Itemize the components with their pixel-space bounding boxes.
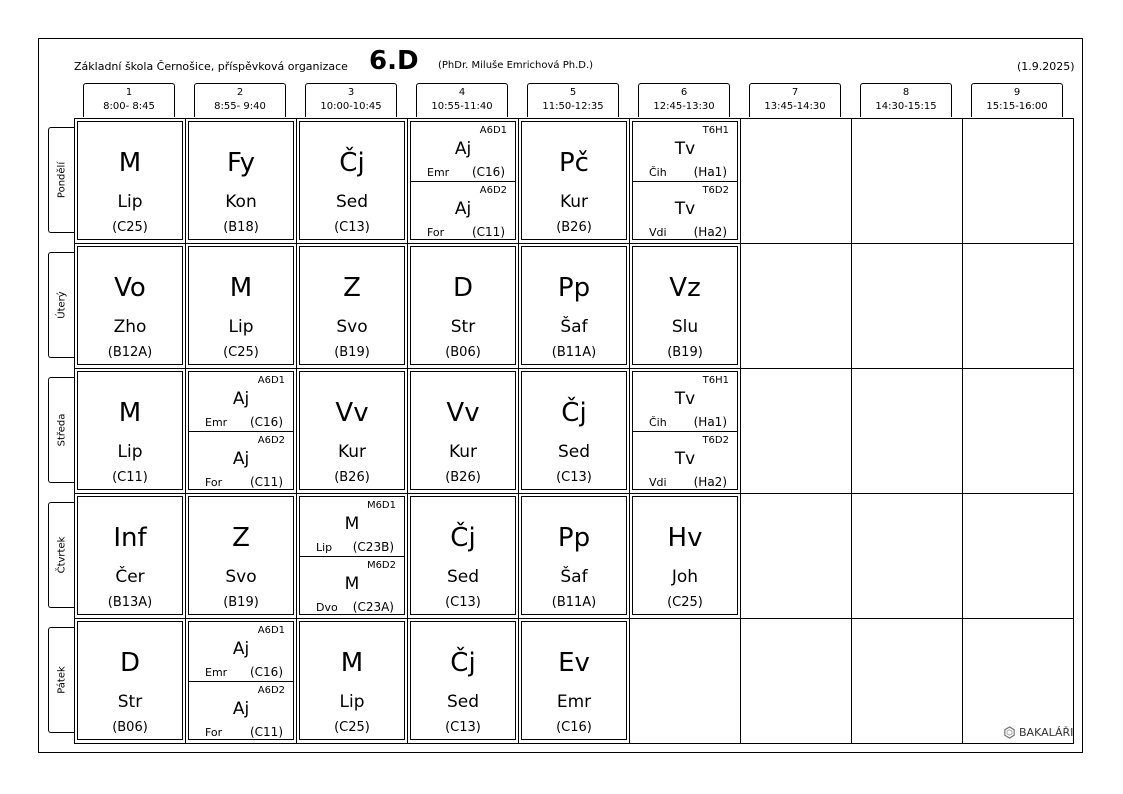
room: (B19) bbox=[667, 345, 703, 360]
lesson-thu-1 bbox=[77, 496, 183, 615]
room: (Ha2) bbox=[693, 225, 727, 239]
lesson-tue-5 bbox=[521, 246, 627, 365]
period-header-3 bbox=[305, 83, 397, 117]
lesson-tue-4 bbox=[410, 246, 516, 365]
group-lesson bbox=[189, 372, 293, 432]
room: (B06) bbox=[112, 720, 148, 735]
teacher: Kur bbox=[559, 192, 589, 212]
group-lesson bbox=[189, 622, 293, 682]
teacher: Emr bbox=[556, 692, 592, 712]
room: (B11A) bbox=[551, 345, 597, 360]
subject: Aj bbox=[454, 139, 472, 159]
room: (C11) bbox=[249, 475, 283, 489]
subject: Z bbox=[232, 523, 250, 553]
group-lesson bbox=[633, 182, 737, 241]
subject: Z bbox=[343, 273, 361, 303]
teacher: Dvo bbox=[316, 601, 338, 614]
group-code: A6D1 bbox=[479, 125, 507, 136]
lesson-mon-5 bbox=[521, 121, 627, 240]
subject: Fy bbox=[227, 148, 255, 178]
column-divider bbox=[740, 118, 741, 744]
day-name: Pondělí bbox=[56, 161, 67, 199]
teacher: Emr bbox=[427, 166, 450, 179]
day-name: Čtvrtek bbox=[56, 536, 67, 574]
class-teacher: (PhDr. Miluše Emrichová Ph.D.) bbox=[438, 60, 594, 71]
teacher: Kon bbox=[225, 192, 257, 212]
subject: Tv bbox=[674, 139, 696, 159]
teacher: Čih bbox=[649, 166, 667, 179]
room: (C16) bbox=[556, 720, 592, 735]
subject: Pč bbox=[559, 148, 589, 178]
subject: Vo bbox=[114, 273, 146, 303]
subject: Vv bbox=[446, 398, 480, 428]
teacher: Svo bbox=[225, 567, 257, 587]
lesson-tue-3 bbox=[299, 246, 405, 365]
teacher: Svo bbox=[336, 317, 368, 337]
column-divider bbox=[518, 118, 519, 744]
room: (C25) bbox=[223, 345, 259, 360]
row-divider bbox=[74, 368, 1074, 369]
teacher: Sed bbox=[557, 442, 591, 462]
teacher: Čer bbox=[115, 567, 145, 587]
group-lesson bbox=[300, 557, 404, 616]
group-code: A6D2 bbox=[479, 185, 507, 196]
teacher: Sed bbox=[446, 692, 480, 712]
subject: M bbox=[118, 148, 142, 178]
lesson-mon-4-split bbox=[410, 121, 516, 240]
lesson-thu-5 bbox=[521, 496, 627, 615]
group-lesson bbox=[411, 182, 515, 241]
room: (B12A) bbox=[107, 345, 153, 360]
timetable-date: (1.9.2025) bbox=[1017, 60, 1075, 73]
room: (Ha1) bbox=[693, 165, 727, 179]
group-lesson bbox=[300, 497, 404, 557]
subject: Aj bbox=[232, 699, 250, 719]
lesson-mon-3 bbox=[299, 121, 405, 240]
lesson-thu-2 bbox=[188, 496, 294, 615]
teacher: Emr bbox=[205, 416, 228, 429]
teacher: Slu bbox=[671, 317, 699, 337]
period-time: 12:45-13:30 bbox=[653, 101, 715, 112]
period-time: 13:45-14:30 bbox=[764, 101, 826, 112]
subject: Vz bbox=[669, 273, 701, 303]
teacher: Zho bbox=[113, 317, 147, 337]
group-lesson bbox=[189, 682, 293, 741]
lesson-fri-1 bbox=[77, 621, 183, 740]
room: (B06) bbox=[445, 345, 481, 360]
group-lesson bbox=[411, 122, 515, 182]
lesson-tue-2 bbox=[188, 246, 294, 365]
column-divider bbox=[629, 118, 630, 744]
subject: Aj bbox=[232, 449, 250, 469]
period-header-9 bbox=[971, 83, 1063, 117]
subject: Pp bbox=[557, 273, 591, 303]
room: (Ha2) bbox=[693, 475, 727, 489]
teacher: Vdi bbox=[649, 226, 667, 239]
bakalari-brand bbox=[1003, 726, 1073, 739]
period-time: 11:50-12:35 bbox=[542, 101, 604, 112]
teacher: Sed bbox=[446, 567, 480, 587]
day-label-wednesday bbox=[48, 377, 74, 483]
room: (C13) bbox=[334, 220, 370, 235]
lesson-tue-6 bbox=[632, 246, 738, 365]
room: (C11) bbox=[249, 725, 283, 739]
subject: Čj bbox=[450, 648, 476, 678]
subject: Hv bbox=[667, 523, 703, 553]
subject: Tv bbox=[674, 389, 696, 409]
group-code: T6H1 bbox=[702, 375, 729, 386]
period-header-6 bbox=[638, 83, 730, 117]
period-header-4 bbox=[416, 83, 508, 117]
teacher: Šaf bbox=[560, 567, 588, 587]
column-divider bbox=[962, 118, 963, 744]
period-header-7 bbox=[749, 83, 841, 117]
class-title: 6.D bbox=[369, 46, 419, 76]
teacher: Lip bbox=[228, 317, 254, 337]
lesson-thu-3-split bbox=[299, 496, 405, 615]
room: (C16) bbox=[249, 665, 283, 679]
group-code: A6D1 bbox=[257, 375, 285, 386]
period-header-2 bbox=[194, 83, 286, 117]
teacher: Joh bbox=[671, 567, 699, 587]
lesson-fri-3 bbox=[299, 621, 405, 740]
period-number: 1 bbox=[125, 87, 133, 98]
subject: Pp bbox=[557, 523, 591, 553]
period-number: 7 bbox=[791, 87, 799, 98]
room: (C25) bbox=[667, 595, 703, 610]
room: (B19) bbox=[334, 345, 370, 360]
group-code: T6H1 bbox=[702, 125, 729, 136]
period-number: 3 bbox=[347, 87, 355, 98]
group-code: T6D2 bbox=[702, 435, 729, 446]
period-number: 2 bbox=[236, 87, 244, 98]
group-code: M6D1 bbox=[366, 500, 396, 511]
subject: M bbox=[229, 273, 253, 303]
group-code: A6D2 bbox=[257, 435, 285, 446]
period-time: 15:15-16:00 bbox=[986, 101, 1048, 112]
teacher: Lip bbox=[316, 541, 333, 554]
lesson-wed-6-split bbox=[632, 371, 738, 490]
subject: Čj bbox=[339, 148, 365, 178]
teacher: For bbox=[205, 726, 223, 739]
day-name: Úterý bbox=[56, 291, 67, 319]
room: (C16) bbox=[249, 415, 283, 429]
group-code: M6D2 bbox=[366, 560, 396, 571]
room: (C25) bbox=[112, 220, 148, 235]
column-divider bbox=[296, 118, 297, 744]
lesson-thu-6 bbox=[632, 496, 738, 615]
period-number: 9 bbox=[1013, 87, 1021, 98]
day-label-tuesday bbox=[48, 252, 74, 358]
lesson-mon-2 bbox=[188, 121, 294, 240]
period-number: 5 bbox=[569, 87, 577, 98]
day-name: Středa bbox=[56, 413, 67, 447]
room: (B11A) bbox=[551, 595, 597, 610]
room: (B19) bbox=[223, 595, 259, 610]
group-lesson bbox=[633, 372, 737, 432]
subject: M bbox=[344, 514, 360, 534]
subject: Aj bbox=[232, 389, 250, 409]
period-time: 10:00-10:45 bbox=[320, 101, 382, 112]
room: (C23A) bbox=[352, 600, 394, 614]
teacher: For bbox=[427, 226, 445, 239]
teacher: Sed bbox=[335, 192, 369, 212]
subject: Inf bbox=[113, 523, 147, 553]
room: (Ha1) bbox=[693, 415, 727, 429]
teacher: Kur bbox=[337, 442, 367, 462]
room: (C11) bbox=[471, 225, 505, 239]
teacher: Str bbox=[117, 692, 143, 712]
lesson-wed-5 bbox=[521, 371, 627, 490]
lesson-thu-4 bbox=[410, 496, 516, 615]
teacher: For bbox=[205, 476, 223, 489]
group-lesson bbox=[633, 432, 737, 491]
period-header-1 bbox=[83, 83, 175, 117]
group-code: A6D1 bbox=[257, 625, 285, 636]
teacher: Kur bbox=[448, 442, 478, 462]
day-name: Pátek bbox=[56, 666, 67, 694]
brand-label: BAKALÁŘI bbox=[1019, 726, 1074, 739]
subject: Ev bbox=[558, 648, 590, 678]
subject: Čj bbox=[561, 398, 587, 428]
room: (B13A) bbox=[107, 595, 153, 610]
period-number: 8 bbox=[902, 87, 910, 98]
subject: Tv bbox=[674, 199, 696, 219]
subject: Vv bbox=[335, 398, 369, 428]
column-divider bbox=[851, 118, 852, 744]
group-lesson bbox=[633, 122, 737, 182]
room: (B26) bbox=[334, 470, 370, 485]
lesson-fri-4 bbox=[410, 621, 516, 740]
room: (C11) bbox=[112, 470, 148, 485]
column-divider bbox=[407, 118, 408, 744]
room: (B18) bbox=[223, 220, 259, 235]
room: (C25) bbox=[334, 720, 370, 735]
subject: M bbox=[118, 398, 142, 428]
row-divider bbox=[74, 243, 1074, 244]
teacher: Lip bbox=[117, 442, 143, 462]
subject: M bbox=[340, 648, 364, 678]
group-code: A6D2 bbox=[257, 685, 285, 696]
period-time: 8:55- 9:40 bbox=[214, 101, 266, 112]
teacher: Lip bbox=[339, 692, 365, 712]
lesson-fri-2-split bbox=[188, 621, 294, 740]
lesson-wed-3 bbox=[299, 371, 405, 490]
period-header-8 bbox=[860, 83, 952, 117]
room: (C13) bbox=[556, 470, 592, 485]
bakalari-logo-icon bbox=[1003, 726, 1016, 739]
period-time: 10:55-11:40 bbox=[431, 101, 493, 112]
lesson-wed-2-split bbox=[188, 371, 294, 490]
lesson-mon-6-split bbox=[632, 121, 738, 240]
lesson-fri-5 bbox=[521, 621, 627, 740]
teacher: Lip bbox=[117, 192, 143, 212]
lesson-tue-1 bbox=[77, 246, 183, 365]
subject: Aj bbox=[454, 199, 472, 219]
room: (B26) bbox=[445, 470, 481, 485]
subject: D bbox=[452, 273, 474, 303]
row-divider bbox=[74, 618, 1074, 619]
period-number: 4 bbox=[458, 87, 466, 98]
period-header-5 bbox=[527, 83, 619, 117]
day-label-monday bbox=[48, 127, 74, 233]
teacher: Šaf bbox=[560, 317, 588, 337]
subject: Aj bbox=[232, 639, 250, 659]
room: (B26) bbox=[556, 220, 592, 235]
lesson-mon-1 bbox=[77, 121, 183, 240]
column-divider bbox=[185, 118, 186, 744]
row-divider bbox=[74, 493, 1074, 494]
group-lesson bbox=[189, 432, 293, 491]
period-number: 6 bbox=[680, 87, 688, 98]
group-code: T6D2 bbox=[702, 185, 729, 196]
room: (C13) bbox=[445, 595, 481, 610]
day-label-thursday bbox=[48, 502, 74, 608]
subject: Čj bbox=[450, 523, 476, 553]
period-time: 14:30-15:15 bbox=[875, 101, 937, 112]
teacher: Str bbox=[450, 317, 476, 337]
subject: Tv bbox=[674, 449, 696, 469]
teacher: Emr bbox=[205, 666, 228, 679]
subject: D bbox=[119, 648, 141, 678]
room: (C16) bbox=[471, 165, 505, 179]
teacher: Čih bbox=[649, 416, 667, 429]
room: (C23B) bbox=[352, 540, 394, 554]
teacher: Vdi bbox=[649, 476, 667, 489]
school-name: Základní škola Černošice, příspěvková organizace bbox=[74, 60, 348, 73]
lesson-wed-1 bbox=[77, 371, 183, 490]
room: (C13) bbox=[445, 720, 481, 735]
lesson-wed-4 bbox=[410, 371, 516, 490]
day-label-friday bbox=[48, 627, 74, 733]
subject: M bbox=[344, 574, 360, 594]
period-time: 8:00- 8:45 bbox=[103, 101, 155, 112]
